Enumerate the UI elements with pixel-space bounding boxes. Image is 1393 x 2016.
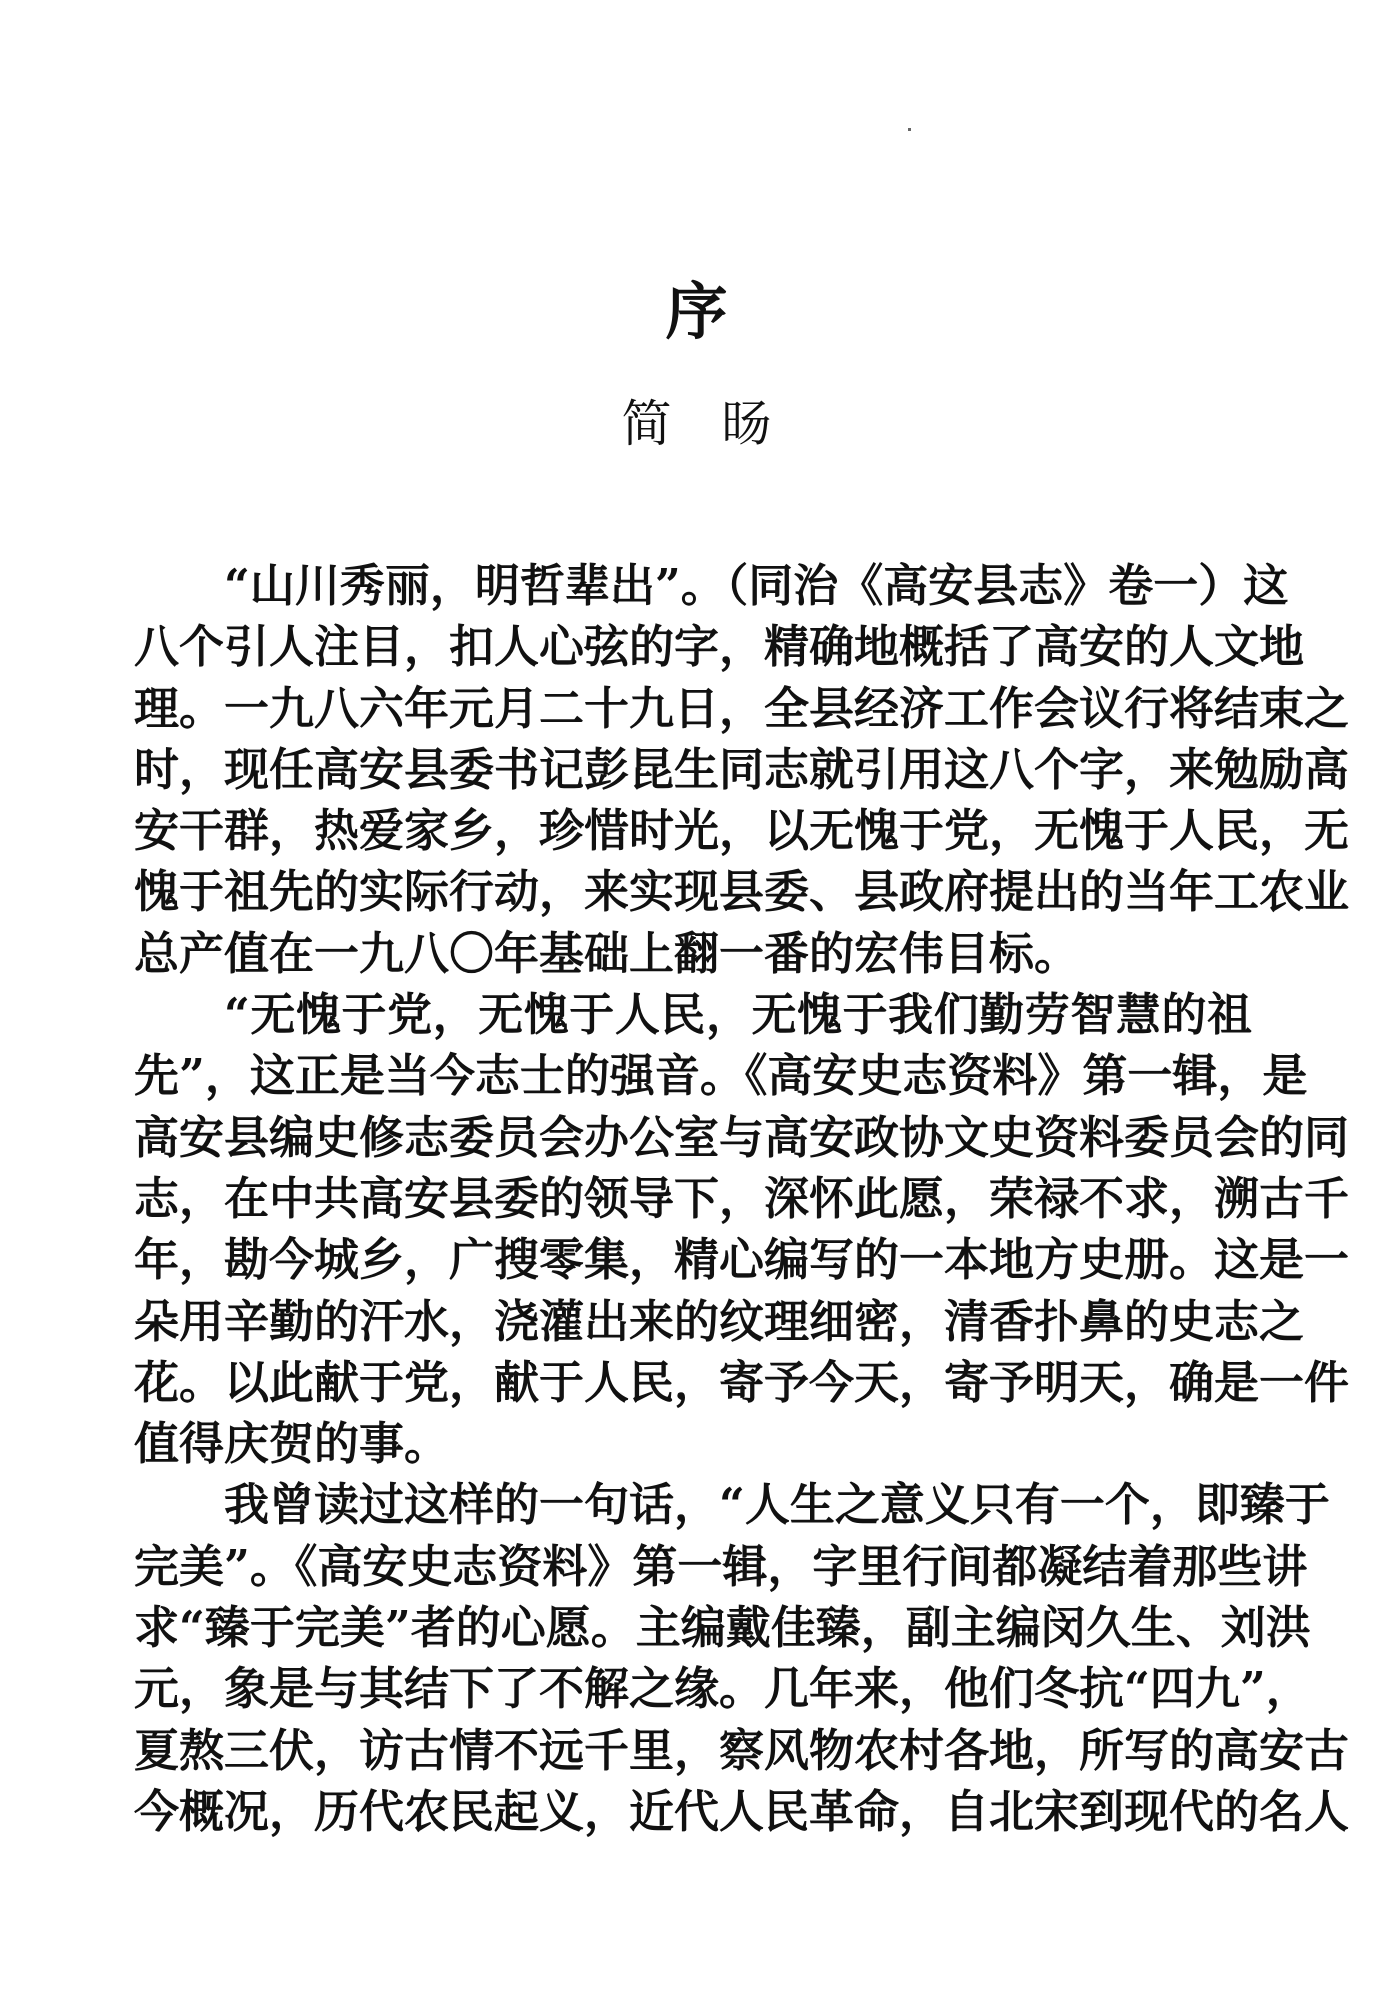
text-line: 朵用辛勤的汗水，浇灌出来的纹理细密，清香扑鼻的史志之: [134, 1294, 1305, 1348]
text-line: 求“臻于完美”者的心愿。主编戴佳臻，副主编闵久生、刘洪: [134, 1601, 1311, 1655]
scan-speck: [908, 128, 911, 131]
text-line: 志，在中共高安县委的领导下，深怀此愿，荣禄不求，溯古千: [134, 1171, 1350, 1225]
text-line: 夏熬三伏，访古情不远千里，察风物农村各地，所写的高安古: [134, 1723, 1350, 1777]
page-title: 序: [665, 275, 728, 348]
text-line: “无愧于党，无愧于人民，无愧于我们勤劳智慧的祖: [224, 988, 1252, 1042]
text-line: “山川秀丽，明哲辈出”。（同治《高安县志》卷一）这: [224, 559, 1289, 612]
text-line: 理。一九八六年元月二十九日，全县经济工作会议行将结束之: [134, 681, 1350, 735]
text-line: 八个引人注目，扣人心弦的字，精确地概括了高安的人文地: [134, 620, 1305, 674]
text-line: 时，现任高安县委书记彭昆生同志就引用这八个字，来勉励高: [134, 742, 1350, 796]
text-line: 我曾读过这样的一句话，“人生之意义只有一个，即臻于: [224, 1478, 1330, 1532]
text-line: 完美”。《高安史志资料》第一辑，字里行间都凝结着那些讲: [134, 1539, 1308, 1593]
text-line: 今概况，历代农民起义，近代人民革命，自北宋到现代的名人: [134, 1784, 1350, 1838]
text-line: 高安县编史修志委员会办公室与高安政协文史资料委员会的同: [134, 1110, 1350, 1164]
text-line: 花。以此献于党，献于人民，寄予今天，寄予明天，确是一件: [134, 1355, 1350, 1409]
preface-body: [134, 555, 1350, 1842]
text-line: 年，勘今城乡，广搜零集，精心编写的一本地方史册。这是一: [134, 1233, 1350, 1287]
text-line: 先”，这正是当今志士的强音。《高安史志资料》第一辑，是: [134, 1049, 1308, 1103]
author-name: 简 旸: [621, 395, 772, 453]
text-line: 总产值在一九八〇年基础上翻一番的宏伟目标。: [134, 926, 1080, 980]
text-line: 安干群，热爱家乡，珍惜时光，以无愧于党，无愧于人民，无: [134, 804, 1350, 858]
text-line: 值得庆贺的事。: [134, 1417, 450, 1471]
text-line: 元，象是与其结下了不解之缘。几年来，他们冬抗“四九”，: [134, 1662, 1311, 1716]
text-line: 愧于祖先的实际行动，来实现县委、县政府提出的当年工农业: [134, 865, 1350, 919]
